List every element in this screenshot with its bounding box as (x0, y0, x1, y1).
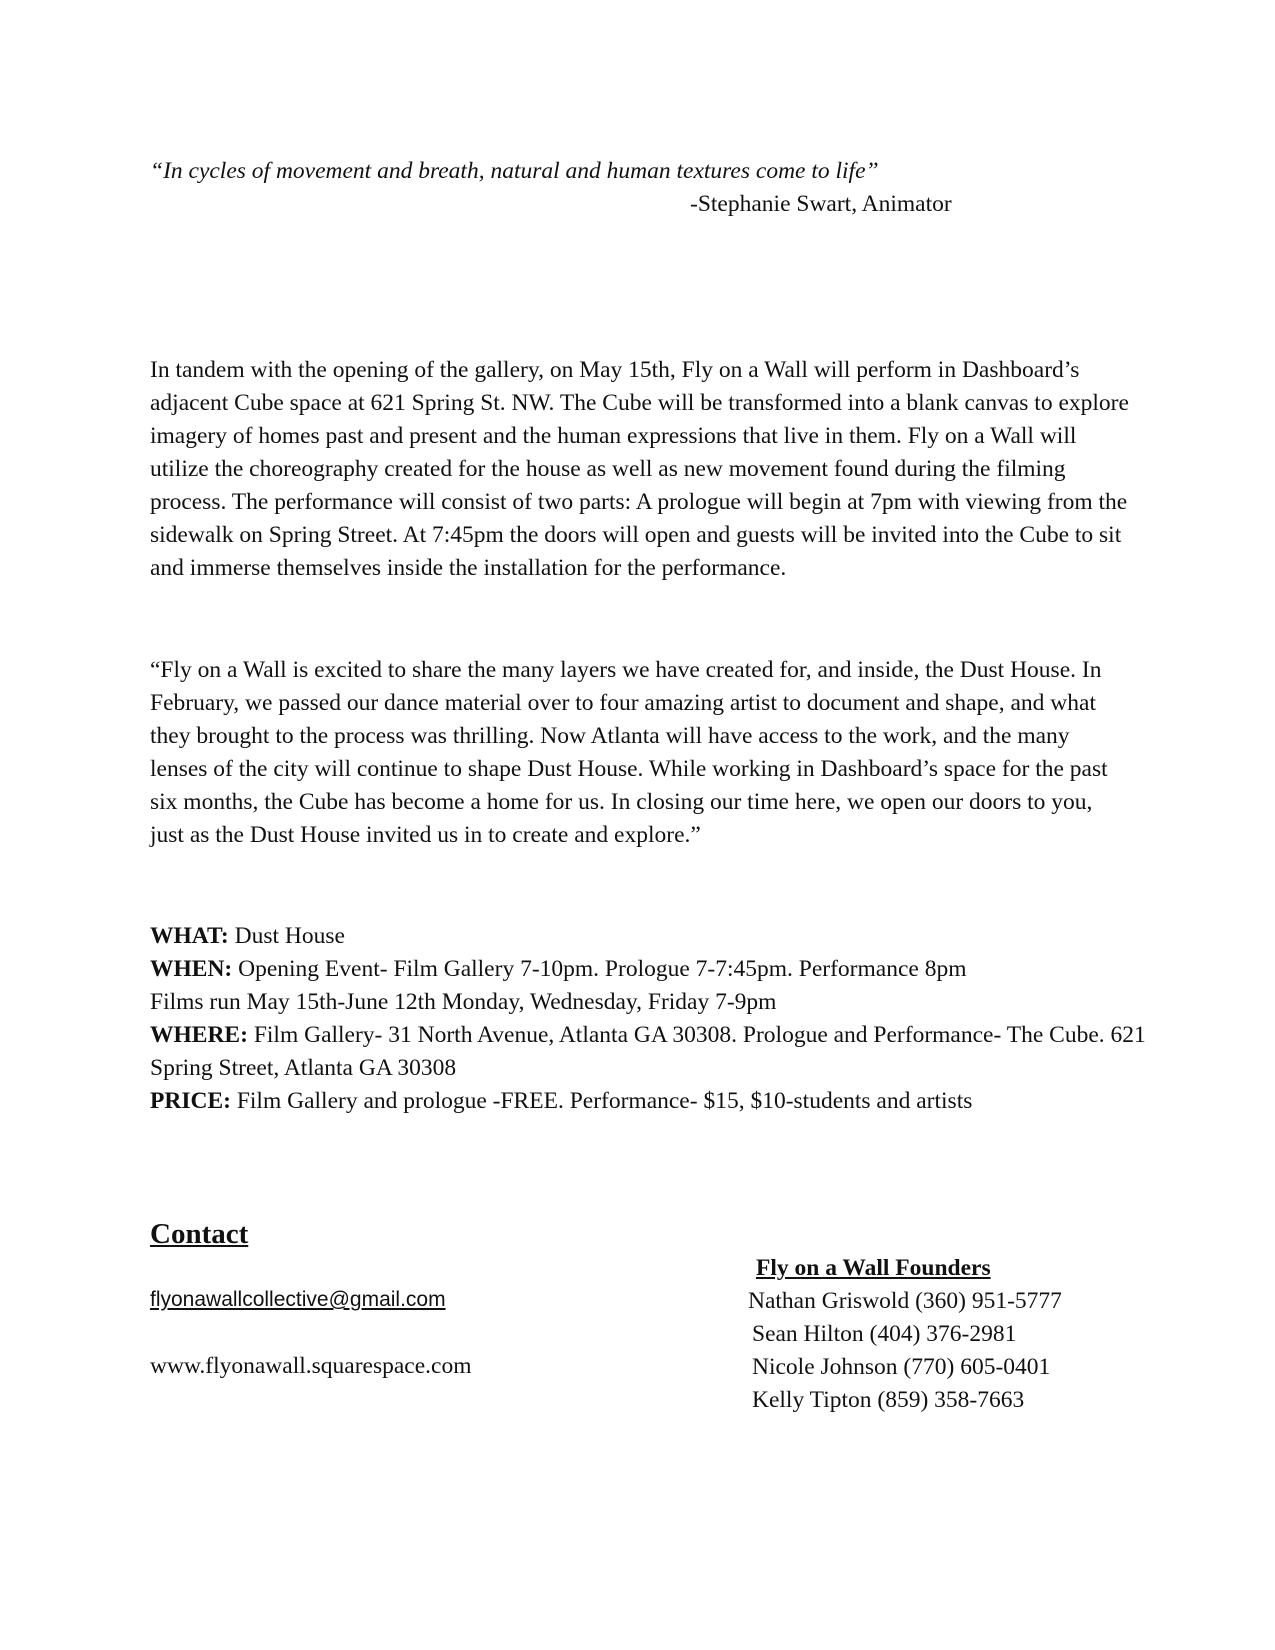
detail-label: WHERE: (150, 1022, 248, 1048)
detail-label: WHAT: (150, 923, 229, 949)
founder-item: Nicole Johnson (770) 605-0401 (752, 1354, 1051, 1380)
detail-value: Film Gallery- 31 North Avenue, Atlanta GA 30308. Prologue and Performance- The Cube. 621 Spring Street, Atlanta GA 30308 (150, 1022, 1146, 1081)
founders-title: Fly on a Wall Founders (756, 1255, 991, 1281)
detail-value: Opening Event- Film Gallery 7-10pm. Prologue 7-7:45pm. Performance 8pm (232, 956, 967, 982)
founder-item: Kelly Tipton (859) 358-7663 (752, 1387, 1025, 1413)
paragraph-text: “Fly on a Wall is excited to share the many layers we have created for, and inside, the Dust House. In February, we passed our dance material over to four amazing artist to document and shape, and what they brought to the process was thrilling. Now Atlanta will have access to the work, and the many lenses of the city will continue to shape Dust House. While working in Dashboard’s space for the past six months, the Cube has become a home for us. In closing our time here, we open our doors to you, just as the Dust House invited us in to create and explore.” (150, 657, 1108, 848)
detail-price (150, 1085, 1150, 1118)
founder-item: Nathan Griswold (360) 951-5777 (748, 1288, 1062, 1314)
paragraph-text: In tandem with the opening of the gallery, on May 15th, Fly on a Wall will perform in Dashboard’s adjacent Cube space at 621 Spring St. NW. The Cube will be transformed into a blank canvas to explore imagery of homes past and present and the human expressions that live in them. Fly on a Wall will utilize the choreography created for the house as well as new movement found during the filming process. The performance will consist of two parts: A prologue will begin at 7pm with viewing from the sidewalk on Spring Street. At 7:45pm the doors will open and guests will be invited into the Cube to sit and immerse themselves inside the installation for the performance. (150, 357, 1129, 581)
detail-value: Film Gallery and prologue -FREE. Performance- $15, $10-students and artists (230, 1088, 973, 1114)
founder-item: Sean Hilton (404) 376-2981 (752, 1321, 1017, 1347)
opening-quote (150, 155, 1110, 221)
paragraph-statement (150, 654, 1130, 852)
detail-label: PRICE: (150, 1088, 231, 1114)
quote-attribution: -Stephanie Swart, Animator (690, 191, 952, 217)
event-details (150, 920, 1150, 1118)
contact-heading: Contact (150, 1218, 249, 1250)
contact-website: www.flyonawall.squarespace.com (150, 1353, 472, 1379)
quote-text: “In cycles of movement and breath, natural and human textures come to life” (150, 158, 879, 184)
detail-when (150, 953, 1150, 986)
contact-email-link[interactable]: flyonawallcollective@gmail.com (150, 1288, 446, 1311)
paragraph-performance (150, 354, 1130, 585)
detail-label: WHEN: (150, 956, 233, 982)
detail-what (150, 920, 1150, 953)
detail-where (150, 1019, 1150, 1085)
detail-films: Films run May 15th-June 12th Monday, Wednesday, Friday 7-9pm (150, 989, 777, 1015)
detail-value: Dust House (228, 923, 345, 949)
founders-list (748, 1252, 1152, 1417)
